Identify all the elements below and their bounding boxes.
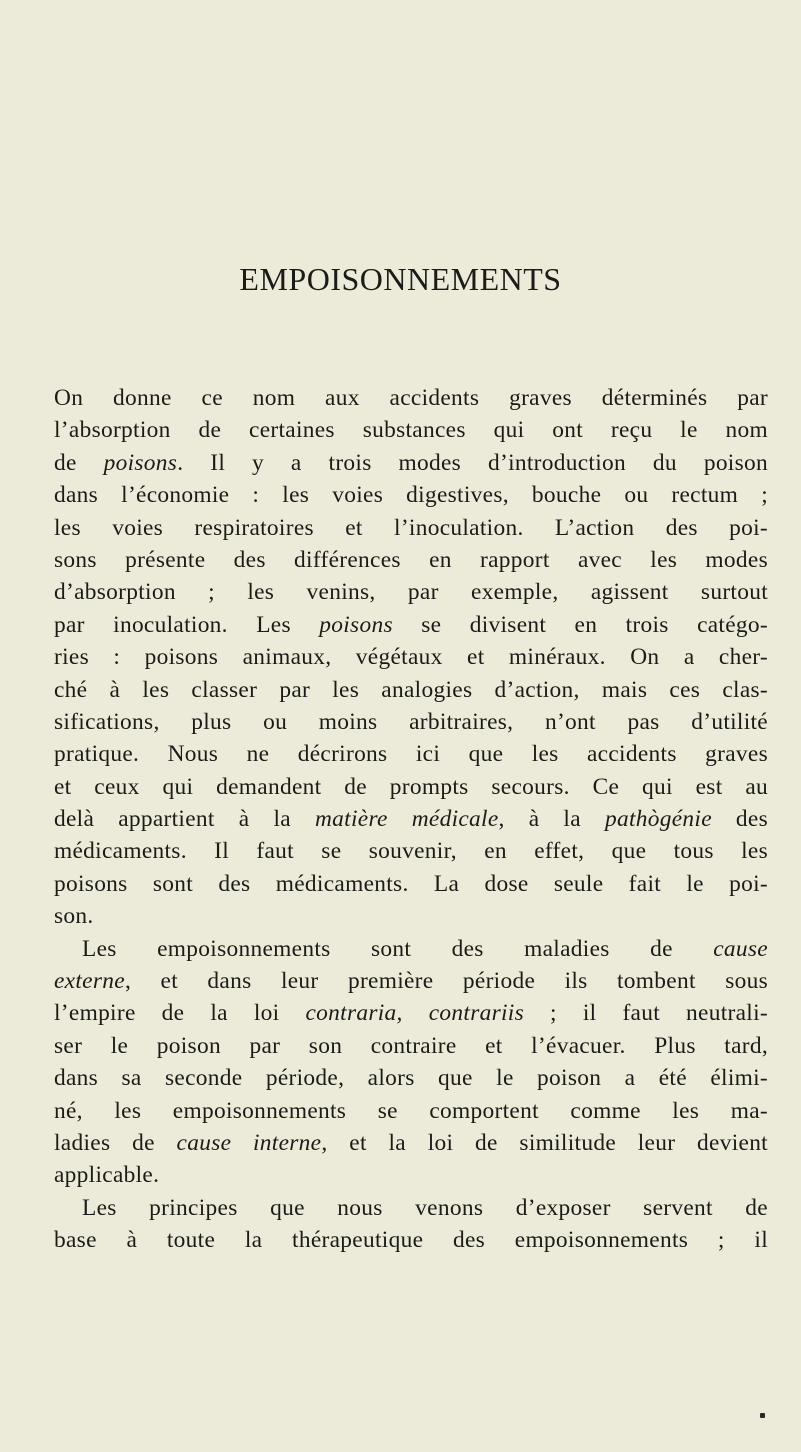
- text-segment: d’absorption ; les venins, par exemple, agissent surtout: [54, 579, 768, 606]
- text-line: [54, 414, 768, 446]
- text-line: [54, 803, 768, 835]
- text-line: [54, 868, 768, 900]
- text-line: [54, 1159, 768, 1191]
- text-line: [54, 706, 768, 738]
- text-line: [54, 479, 768, 511]
- text-segment: des: [711, 806, 769, 833]
- text-segment: de: [54, 449, 104, 476]
- text-segment: base à toute la thérapeutique des empoisonnements ; il: [54, 1227, 768, 1254]
- italic-term: matière médicale: [314, 806, 499, 833]
- text-line: [54, 1127, 768, 1159]
- text-line: [54, 900, 768, 932]
- italic-term: cause: [713, 935, 768, 962]
- text-segment: applicable.: [54, 1162, 160, 1189]
- text-segment: sifications, plus ou moins arbitraires, n’ont pas d’utilité: [54, 708, 768, 735]
- text-segment: ladies de: [54, 1129, 177, 1156]
- text-line: [54, 641, 768, 673]
- text-segment: Les principes que nous venons d’exposer servent de: [82, 1194, 768, 1221]
- text-segment: On donne ce nom aux accidents graves déterminés par: [54, 385, 768, 411]
- text-segment: son.: [54, 903, 94, 930]
- page-title: EMPOISONNEMENTS: [239, 261, 562, 297]
- text-segment: dans l’économie : les voies digestives, bouche ou rectum ;: [54, 482, 768, 509]
- text-segment: ser le poison par son contraire et l’évacuer. Plus tard,: [54, 1032, 768, 1059]
- text-segment: delà appartient à la: [54, 806, 315, 833]
- italic-term: externe: [54, 968, 125, 995]
- text-segment: et ceux qui demandent de prompts secours. Ce qui est au: [54, 773, 768, 800]
- text-line: [54, 382, 768, 414]
- text-segment: ché à les classer par les analogies d’action, mais ces clas-: [54, 676, 768, 703]
- text-segment: Les empoisonnements sont des maladies de: [82, 935, 714, 962]
- text-line: [54, 835, 768, 867]
- text-line: [54, 1062, 768, 1094]
- text-line: [54, 1030, 768, 1062]
- text-segment: ; il faut neutrali-: [524, 1000, 768, 1027]
- text-segment: se divisent en trois catégo-: [392, 611, 768, 638]
- text-line: [54, 771, 768, 803]
- text-line: [54, 1192, 768, 1224]
- text-line: [54, 512, 768, 544]
- italic-term: pathògénie: [604, 806, 712, 833]
- text-segment: poisons sont des médicaments. La dose seule fait le poi-: [54, 870, 768, 897]
- text-line: [54, 738, 768, 770]
- text-segment: par inoculation. Les: [54, 611, 320, 638]
- text-line: [54, 1224, 768, 1256]
- body-text: [54, 382, 768, 1257]
- text-line: [54, 965, 768, 997]
- text-line: [54, 1095, 768, 1127]
- text-line: [54, 609, 768, 641]
- text-segment: ries : poisons animaux, végétaux et minéraux. On a cher-: [54, 644, 768, 671]
- text-line: [54, 674, 768, 706]
- text-segment: pratique. Nous ne décrirons ici que les accidents graves: [54, 741, 768, 768]
- text-segment: , et dans leur première période ils tombent sous: [124, 968, 768, 995]
- print-mark: [760, 1413, 765, 1418]
- text-segment: , et la loi de similitude leur devient: [321, 1129, 768, 1156]
- text-line: [54, 447, 768, 479]
- text-segment: dans sa seconde période, alors que le poison a été élimi-: [54, 1065, 768, 1092]
- text-segment: . Il y a trois modes d’introduction du poison: [177, 449, 768, 476]
- text-line: [54, 997, 768, 1029]
- text-segment: l’absorption de certaines substances qui ont reçu le nom: [54, 417, 768, 444]
- italic-term: cause interne: [176, 1129, 322, 1156]
- text-segment: né, les empoisonnements se comportent comme les ma-: [54, 1097, 768, 1124]
- text-segment: , à la: [498, 806, 605, 833]
- text-segment: les voies respiratoires et l’inoculation. L’action des poi-: [54, 514, 768, 541]
- italic-term: contraria, contrariis: [305, 1000, 524, 1027]
- text-line: [54, 933, 768, 965]
- text-line: [54, 544, 768, 576]
- italic-term: poisons: [103, 449, 178, 476]
- text-line: [54, 576, 768, 608]
- text-segment: l’empire de la loi: [54, 1000, 306, 1027]
- italic-term: poisons: [319, 611, 393, 638]
- text-segment: médicaments. Il faut se souvenir, en effet, que tous les: [54, 838, 768, 865]
- text-segment: sons présente des différences en rapport avec les modes: [54, 546, 768, 573]
